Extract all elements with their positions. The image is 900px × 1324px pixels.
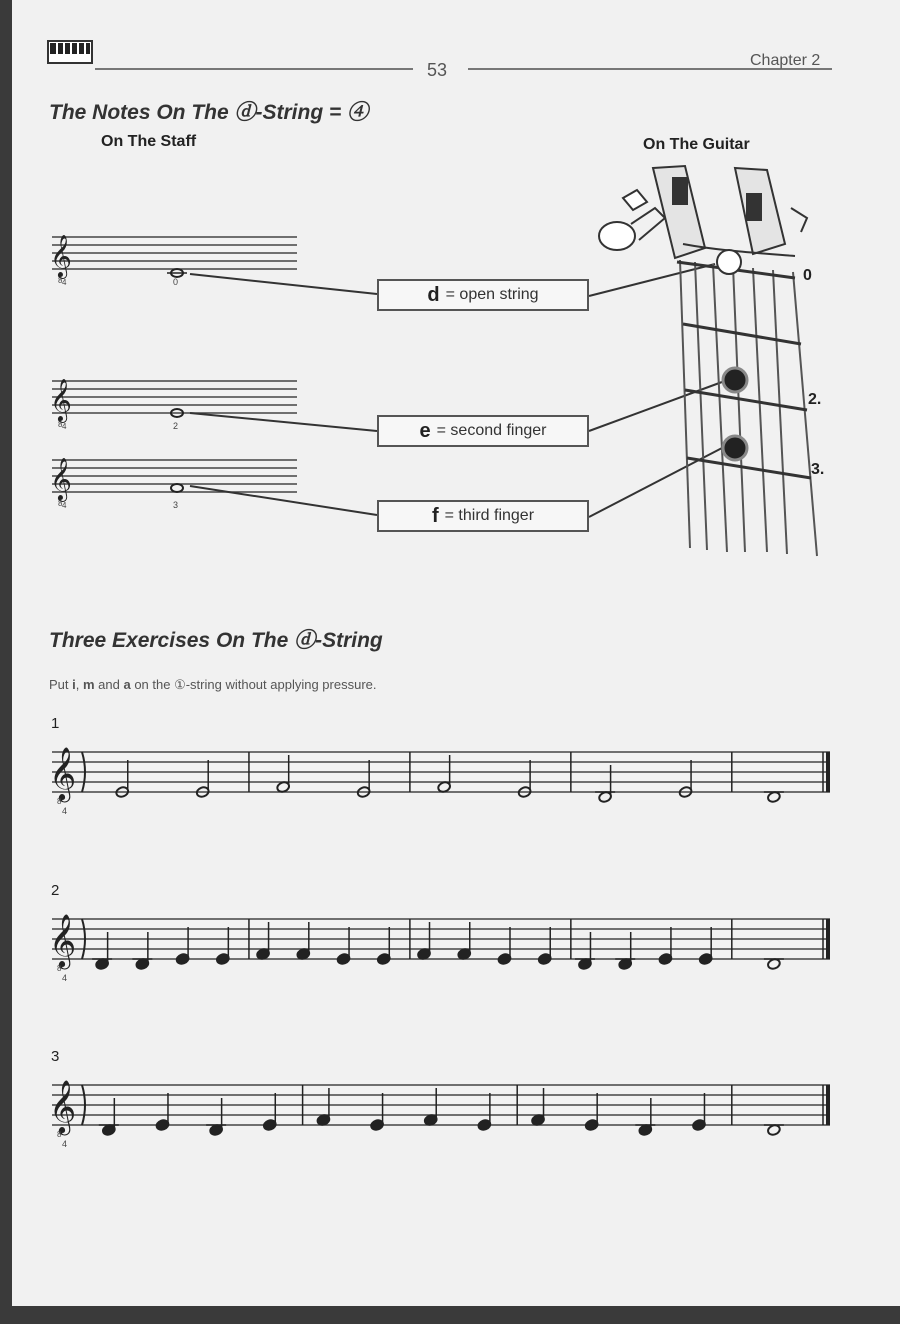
note-letter-d: d [427, 283, 440, 306]
instr-finger-a: a [123, 677, 131, 692]
treble-clef-icon: 𝄞 [50, 235, 72, 276]
note-text-d: = open string [445, 286, 539, 303]
note-text-f: = third finger [444, 507, 535, 524]
treble-clef-icon: 𝄞 [49, 747, 77, 799]
string-mark: 4 [62, 422, 67, 431]
exercise-staff-2 [52, 919, 830, 959]
finger-number-d: 0 [173, 277, 179, 287]
string-mark: 4 [62, 973, 68, 983]
finger-number-e: 2 [173, 421, 179, 431]
section-title-notes: The Notes On The ⓓ-String = ④ [49, 101, 369, 124]
treble-clef-icon: 𝄞 [50, 379, 72, 420]
finger-number-f: 3 [173, 500, 179, 510]
exercise-staff-1 [52, 752, 830, 792]
chapter-label: Chapter 2 [750, 52, 821, 69]
instr-text-and: and [94, 677, 124, 692]
instr-finger-m: m [82, 677, 95, 692]
treble-clef-icon: 𝄞 [50, 458, 72, 499]
fret-label-3: 3. [811, 461, 825, 478]
on-the-guitar-label: On The Guitar [643, 136, 750, 153]
clef-octave-mark: 8 [58, 420, 63, 429]
instr-text-pre: Put [49, 677, 73, 692]
note-text-e: = second finger [436, 422, 547, 439]
clef-octave-mark: 8 [58, 499, 63, 508]
exercise-number-3: 3 [51, 1048, 60, 1065]
treble-clef-icon: 𝄞 [49, 1080, 77, 1132]
string-mark: 4 [62, 501, 67, 510]
on-the-staff-label: On The Staff [101, 133, 197, 150]
string-mark: 4 [62, 278, 67, 287]
fret-label-2: 2. [808, 391, 822, 408]
page-number: 53 [427, 60, 448, 80]
instr-text-post: on the ①-string without applying pressure. [130, 677, 377, 692]
string-mark: 4 [62, 806, 68, 816]
treble-clef-icon: 𝄞 [49, 914, 77, 966]
instr-finger-i: i [72, 677, 76, 692]
string-mark: 4 [62, 1139, 68, 1149]
clef-octave-mark: 8 [57, 964, 62, 973]
instr-text-comma: , [75, 677, 83, 692]
fret-label-0: 0 [803, 267, 812, 284]
note-letter-e: e [419, 419, 431, 442]
clef-octave-mark: 8 [57, 1130, 62, 1139]
section-title-exercises: Three Exercises On The ⓓ-String [49, 629, 383, 652]
clef-octave-mark: 8 [58, 276, 63, 285]
note-letter-f: f [431, 504, 439, 527]
clef-octave-mark: 8 [57, 797, 62, 806]
exercise-number-1: 1 [51, 715, 60, 732]
exercise-number-2: 2 [51, 882, 60, 899]
